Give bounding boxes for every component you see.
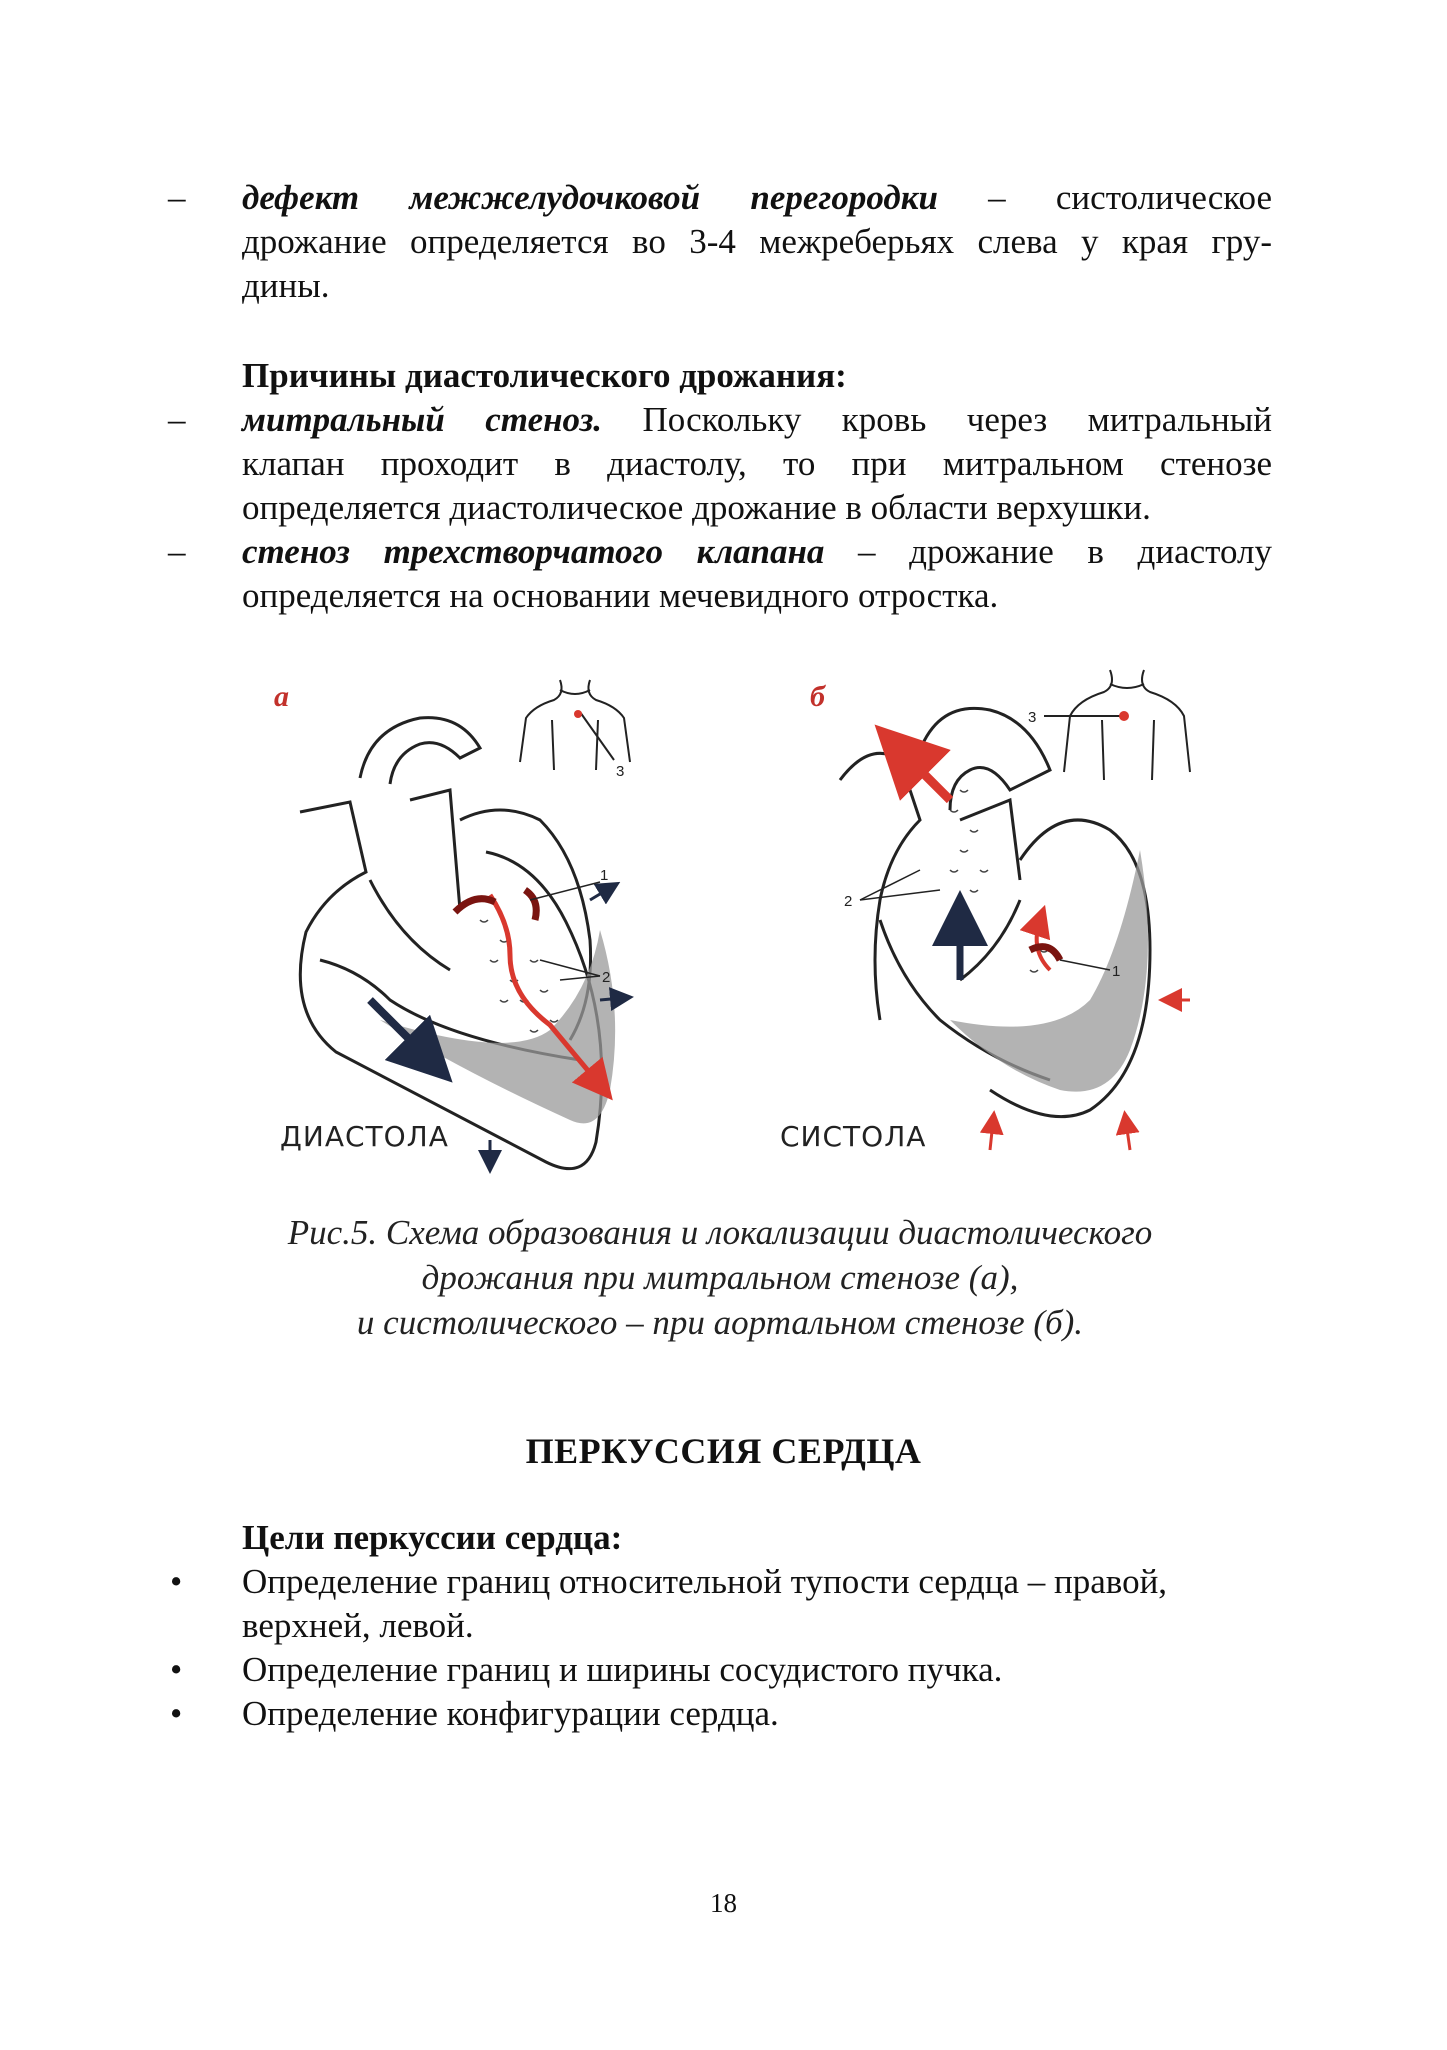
goal-3-line-1: Определение конфигурации сердца.	[242, 1694, 779, 1733]
num-3-a: 3	[616, 763, 625, 780]
valve-a-2	[525, 890, 536, 920]
num-2-a: 2	[602, 969, 611, 986]
mitral-text: Поскольку кровь через митральный	[601, 400, 1272, 439]
list-dash: –	[168, 400, 186, 439]
figure-caption	[200, 1210, 1240, 1345]
diastolic-causes-heading: Причины диастолического дрожания:	[242, 356, 847, 395]
tricuspid-text: – дрожание в диастолу	[824, 532, 1272, 571]
mitral-line-1	[242, 398, 1272, 442]
tricuspid-line-1	[242, 530, 1272, 574]
mitral-line-2: клапан проходит в диастолу, то при митральном стенозе	[242, 444, 1272, 483]
list-dash: –	[168, 532, 186, 571]
caption-line-2: дрожания при митральном стенозе (а),	[421, 1258, 1019, 1297]
torso-a-icon	[520, 680, 630, 770]
point-a-marker	[574, 710, 582, 718]
num-1-b: 1	[1112, 963, 1121, 980]
torso-b-icon	[1044, 670, 1190, 780]
num-2-b: 2	[844, 893, 853, 910]
num-1-a: 1	[600, 867, 609, 884]
word-systole: СИСТОЛА	[780, 1120, 927, 1153]
term-mitral: митральный стеноз.	[242, 400, 602, 439]
heart-diagram-figure	[260, 660, 1220, 1180]
percussion-goals-heading: Цели перкуссии сердца:	[242, 1518, 623, 1557]
vsd-line-3: дины.	[242, 266, 330, 305]
section-title: ПЕРКУССИЯ СЕРДЦА	[525, 1431, 922, 1471]
flow-arrow-dark-a	[370, 1000, 430, 1060]
word-diastole: ДИАСТОЛА	[280, 1120, 449, 1153]
list-bullet: •	[170, 1562, 183, 1601]
goal-1-line-1: Определение границ относительной тупости сердца – правой,	[242, 1562, 1168, 1601]
panel-a-diastole	[274, 680, 630, 1169]
list-bullet: •	[170, 1650, 183, 1689]
point-b-marker	[1119, 711, 1129, 721]
tricuspid-line-2: определяется на основании мечевидного отростка.	[242, 576, 999, 615]
label-b: б	[810, 680, 825, 713]
caption-line-3: и систолического – при аортальном стенозе (б).	[356, 1303, 1084, 1342]
valve-b	[1030, 947, 1060, 960]
term-tricuspid: стеноз трехстворчатого клапана	[242, 532, 825, 571]
caption-line-1: Рис.5. Схема образования и локализации диастолического	[287, 1213, 1153, 1252]
blood-dots-a	[480, 920, 558, 1032]
num-3-b: 3	[1028, 709, 1037, 726]
term-vsd: дефект межжелудочковой перегородки	[242, 178, 938, 217]
vsd-line-2: дрожание определяется во 3-4 межреберьях слева у края гру-	[242, 222, 1272, 261]
vsd-line-1	[242, 176, 1272, 220]
label-a: а	[274, 680, 289, 713]
page-number: 18	[710, 1888, 737, 1918]
valve-a	[455, 899, 495, 912]
list-dash: –	[168, 178, 186, 217]
vsd-text: – систолическое	[937, 178, 1272, 217]
panel-b-systole	[780, 670, 1190, 1153]
mitral-line-3: определяется диастолическое дрожание в области верхушки.	[242, 488, 1151, 527]
flow-arrow-red-b	[900, 750, 950, 800]
goal-2-line-1: Определение границ и ширины сосудистого пучка.	[242, 1650, 1003, 1689]
goal-1-line-2: верхней, левой.	[242, 1606, 474, 1645]
list-bullet: •	[170, 1694, 183, 1733]
